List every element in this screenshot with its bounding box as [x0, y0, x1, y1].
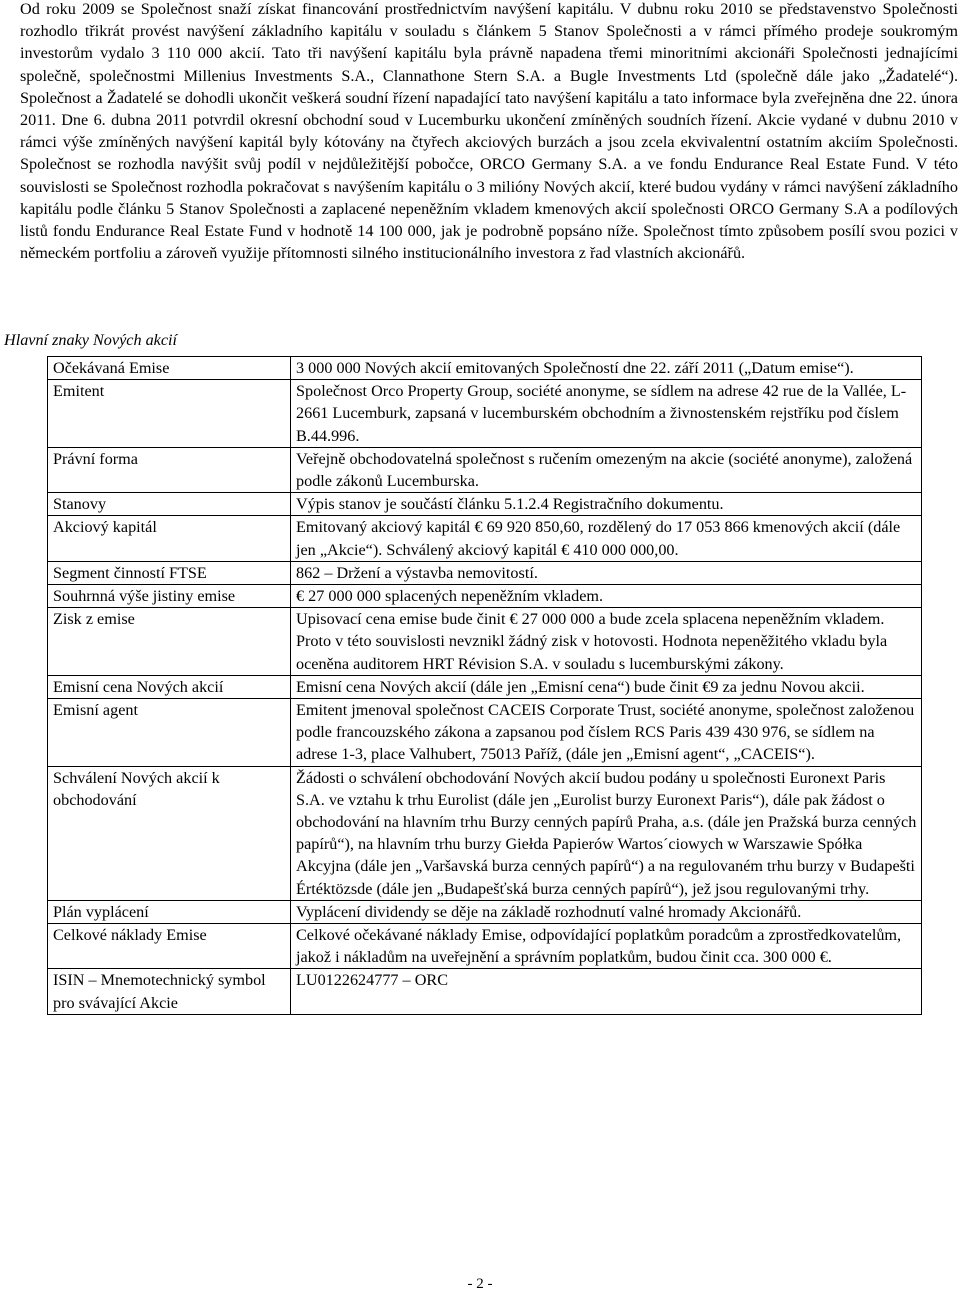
- row-label: Emisní agent: [48, 699, 291, 767]
- row-label: Emitent: [48, 380, 291, 448]
- row-value: Emisní cena Nových akcií (dále jen „Emisní cena“) bude činit €9 za jednu Novou akcii.: [291, 675, 922, 698]
- table-row: [48, 766, 922, 900]
- table-row: [48, 561, 922, 584]
- table-row: [48, 493, 922, 516]
- table-row: [48, 969, 922, 1014]
- row-label: Emisní cena Nových akcií: [48, 675, 291, 698]
- row-label: Segment činností FTSE: [48, 561, 291, 584]
- table-row: [48, 924, 922, 969]
- row-label: Právní forma: [48, 447, 291, 492]
- table-row: [48, 699, 922, 767]
- row-label: Celkové náklady Emise: [48, 924, 291, 969]
- row-label: Akciový kapitál: [48, 516, 291, 561]
- table-row: [48, 516, 922, 561]
- section-title: Hlavní znaky Nových akcií: [4, 331, 178, 349]
- row-value: Společnost Orco Property Group, société anonyme, se sídlem na adrese 42 rue de la Vallée, L-2661 Lucemburk, zapsaná v lucemburském obchodním a živnostenském rejstříku pod číslem B.44.996.: [291, 380, 922, 448]
- row-value: Emitovaný akciový kapitál € 69 920 850,60, rozdělený do 17 053 866 kmenových akcií (dále jen „Akcie“). Schválený akciový kapitál € 410 000 000,00.: [291, 516, 922, 561]
- intro-paragraph: Od roku 2009 se Společnost snaží získat financování prostřednictvím navýšení kapitálu. V dubnu roku 2010 se představenstvo Společnosti rozhodlo třikrát provést navýšení základního kapitálu v souladu s článkem 5 Stanov Společnosti a v rámci přímého prodeje soukromým investorům vydalo 3 110 000 akcií. Tato tři navýšení kapitálu byla právně napadena třemi minoritními akcionáři Společnosti jednajícími společně, společnostmi Millenius Investments S.A., Clannathone Stern S.A. a Bugle Investments Ltd (společně dále jako „Žadatelé“). Společnost a Žadatelé se dohodli ukončit veškerá soudní řízení napadající tato navýšení kapitálu a tato informace byla zveřejněna dne 22. února 2011. Dne 6. dubna 2011 potvrdil okresní obchodní soud v Lucemburku ukončení zmíněných soudních řízení. Akcie vydané v dubnu 2010 v rámci výše zmíněných navýšení kapitál byly kótovány na čtyřech akciových burzách a jsou zcela ekvivalentní ostatním akciím Společnosti. Společnost se rozhodla navýšit svůj podíl v nejdůležitější pobočce, ORCO Germany S.A. a ve fondu Endurance Real Estate Fund. V této souvislosti se Společnost rozhodla pokračovat s navýšením kapitálu o 3 milióny Nových akcií, které budou vydány v rámci navýšení základního kapitálu podle článku 5 Stanov Společnosti a zaplacené nepeněžním vkladem kmenových akcií společnosti ORCO Germany S.A a podílových listů fondu Endurance Real Estate Fund v hodnotě 14 100 000, jak je podrobně popsáno níže. Společnost tímto způsobem posílí svou pozici v německém portfoliu a zároveň využije přítomnosti silného institucionálního investora z řad vlastních akcionářů.: [20, 0, 958, 263]
- page-number: - 2 -: [467, 1276, 493, 1292]
- table-row: [48, 675, 922, 698]
- row-value: LU0122624777 – ORC: [291, 969, 922, 1014]
- table-row: [48, 447, 922, 492]
- table-row: [48, 900, 922, 923]
- table-row: [48, 585, 922, 608]
- row-value: Upisovací cena emise bude činit € 27 000 000 a bude zcela splacena nepeněžním vkladem. Proto v této souvislosti nevznikl žádný zisk v hotovosti. Hodnota nepeněžitého vkladu byla oceněna auditorem HRT Révision S.A. v souladu s lucemburskými zákony.: [291, 608, 922, 676]
- row-label: Stanovy: [48, 493, 291, 516]
- row-value: Vyplácení dividendy se děje na základě rozhodnutí valné hromady Akcionářů.: [291, 900, 922, 923]
- row-label: Souhrnná výše jistiny emise: [48, 585, 291, 608]
- row-value: 3 000 000 Nových akcií emitovaných Společností dne 22. září 2011 („Datum emise“).: [291, 357, 922, 380]
- table-row: [48, 357, 922, 380]
- row-value: 862 – Držení a výstavba nemovitostí.: [291, 561, 922, 584]
- row-value: € 27 000 000 splacených nepeněžním vkladem.: [291, 585, 922, 608]
- row-value: Celkové očekávané náklady Emise, odpovídající poplatkům poradcům a zprostředkovatelům, jakož i nákladům na uveřejnění a správním poplatkům, budou činit cca. 300 000 €.: [291, 924, 922, 969]
- table-row: [48, 608, 922, 676]
- row-label: Plán vyplácení: [48, 900, 291, 923]
- table-row: [48, 380, 922, 448]
- row-label: Schválení Nových akcií k obchodování: [48, 766, 291, 900]
- row-value: Emitent jmenoval společnost CACEIS Corporate Trust, société anonyme, společnost založenou podle francouzského zákona a zapsanou pod číslem RCS Paris 439 430 976, se sídlem na adrese 1-3, place Valhubert, 75013 Paříž, (dále jen „Emisní agent“, „CACEIS“).: [291, 699, 922, 767]
- row-value: Veřejně obchodovatelná společnost s ručením omezeným na akcie (société anonyme), založená podle zákonů Lucemburska.: [291, 447, 922, 492]
- row-value: Žádosti o schválení obchodování Nových akcií budou podány u společnosti Euronext Paris S.A. ve vztahu k trhu Eurolist (dále jen „Eurolist burzy Euronext Paris“), dále pak žádost o obchodování na hlavním trhu Burzy cenných papírů Praha, a.s. (dále jen Pražská burza cenných papírů“), na hlavním trhu burzy Giełda Papierów Wartos´ciowych w Warszawie Spółka Akcyjna (dále jen „Varšavská burza cenných papírů“) a na regulovaném trhu burzy v Budapešti Értéktözsde (dále jen „Budapešťská burza cenných papírů“), jež jsou regulovanými trhy.: [291, 766, 922, 900]
- row-label: Očekávaná Emise: [48, 357, 291, 380]
- row-label: Zisk z emise: [48, 608, 291, 676]
- row-label: ISIN – Mnemotechnický symbol pro svávající Akcie: [48, 969, 291, 1014]
- features-table: [47, 356, 922, 1015]
- row-value: Výpis stanov je součástí článku 5.1.2.4 Registračního dokumentu.: [291, 493, 922, 516]
